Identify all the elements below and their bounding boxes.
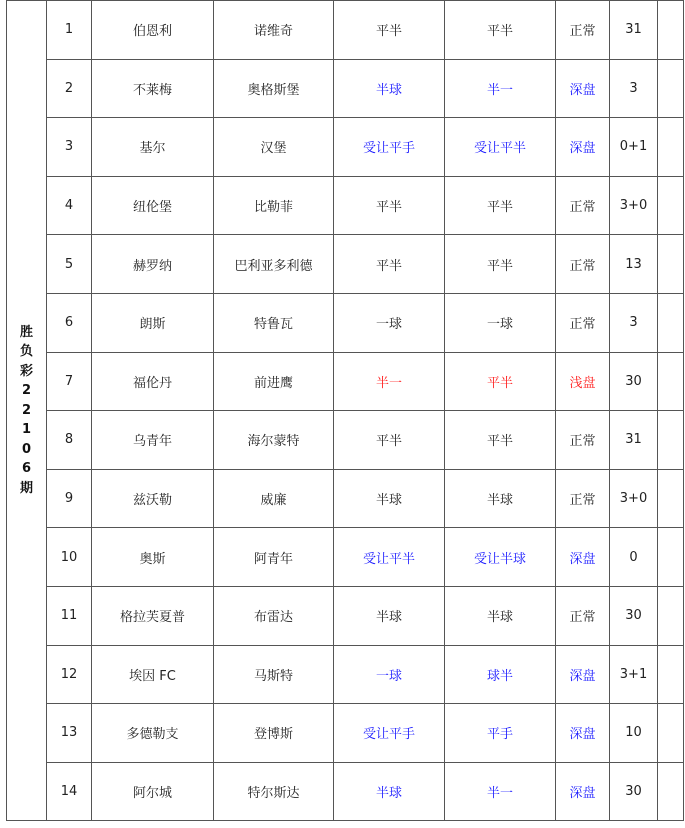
initial-handicap-cell: 受让平半 (334, 528, 445, 587)
prediction-cell: 31 (610, 1, 658, 60)
empty-cell (658, 352, 684, 411)
home-team-cell: 伯恩利 (92, 1, 214, 60)
prediction-cell: 10 (610, 704, 658, 763)
away-team-cell: 布雷达 (214, 586, 334, 645)
match-number-cell: 2 (47, 59, 92, 118)
table-row (7, 762, 684, 821)
lottery-table (6, 0, 684, 821)
home-team-cell: 多德勒支 (92, 704, 214, 763)
current-handicap-cell: 平半 (445, 1, 556, 60)
table-row (7, 704, 684, 763)
initial-handicap-cell: 平半 (334, 176, 445, 235)
match-number-cell: 8 (47, 411, 92, 470)
home-team-cell: 埃因 FC (92, 645, 214, 704)
empty-cell (658, 586, 684, 645)
prediction-cell: 0+1 (610, 118, 658, 177)
match-number-cell: 14 (47, 762, 92, 821)
home-team-cell: 朗斯 (92, 293, 214, 352)
empty-cell (658, 293, 684, 352)
empty-cell (658, 1, 684, 60)
table-row (7, 469, 684, 528)
empty-cell (658, 176, 684, 235)
issue-label-char: 0 (21, 441, 32, 457)
initial-handicap-cell: 受让平手 (334, 118, 445, 177)
table-row (7, 528, 684, 587)
prediction-cell: 30 (610, 586, 658, 645)
match-number-cell: 11 (47, 586, 92, 645)
prediction-cell: 3 (610, 293, 658, 352)
handicap-status-cell: 正常 (556, 469, 610, 528)
handicap-status-cell: 深盘 (556, 528, 610, 587)
empty-cell (658, 235, 684, 294)
away-team-cell: 马斯特 (214, 645, 334, 704)
issue-label-char: 期 (19, 480, 33, 496)
current-handicap-cell: 半一 (445, 59, 556, 118)
match-number-cell: 5 (47, 235, 92, 294)
home-team-cell: 奥斯 (92, 528, 214, 587)
handicap-status-cell: 正常 (556, 411, 610, 470)
issue-label-char: 1 (21, 422, 32, 438)
initial-handicap-cell: 半一 (334, 352, 445, 411)
empty-cell (658, 118, 684, 177)
handicap-status-cell: 深盘 (556, 762, 610, 821)
away-team-cell: 特鲁瓦 (214, 293, 334, 352)
empty-cell (658, 762, 684, 821)
table-row (7, 352, 684, 411)
current-handicap-cell: 球半 (445, 645, 556, 704)
issue-label-char: 彩 (19, 363, 33, 379)
initial-handicap-cell: 平半 (334, 1, 445, 60)
table-body (7, 1, 684, 821)
home-team-cell: 阿尔城 (92, 762, 214, 821)
match-number-cell: 6 (47, 293, 92, 352)
handicap-status-cell: 深盘 (556, 704, 610, 763)
away-team-cell: 威廉 (214, 469, 334, 528)
current-handicap-cell: 平半 (445, 176, 556, 235)
table-row (7, 235, 684, 294)
issue-label (7, 1, 47, 821)
initial-handicap-cell: 半球 (334, 586, 445, 645)
match-number-cell: 4 (47, 176, 92, 235)
handicap-status-cell: 正常 (556, 1, 610, 60)
home-team-cell: 基尔 (92, 118, 214, 177)
current-handicap-cell: 半球 (445, 469, 556, 528)
home-team-cell: 赫罗纳 (92, 235, 214, 294)
empty-cell (658, 59, 684, 118)
match-number-cell: 1 (47, 1, 92, 60)
empty-cell (658, 411, 684, 470)
match-number-cell: 9 (47, 469, 92, 528)
handicap-status-cell: 浅盘 (556, 352, 610, 411)
match-number-cell: 12 (47, 645, 92, 704)
table-row (7, 293, 684, 352)
match-number-cell: 7 (47, 352, 92, 411)
table-row (7, 59, 684, 118)
issue-label-char: 负 (19, 344, 33, 360)
match-number-cell: 10 (47, 528, 92, 587)
current-handicap-cell: 平半 (445, 235, 556, 294)
empty-cell (658, 645, 684, 704)
handicap-status-cell: 深盘 (556, 118, 610, 177)
empty-cell (658, 704, 684, 763)
match-number-cell: 3 (47, 118, 92, 177)
home-team-cell: 乌青年 (92, 411, 214, 470)
empty-cell (658, 469, 684, 528)
initial-handicap-cell: 半球 (334, 469, 445, 528)
table-row (7, 411, 684, 470)
handicap-status-cell: 深盘 (556, 59, 610, 118)
prediction-cell: 3+0 (610, 469, 658, 528)
away-team-cell: 巴利亚多利德 (214, 235, 334, 294)
current-handicap-cell: 一球 (445, 293, 556, 352)
current-handicap-cell: 受让平半 (445, 118, 556, 177)
prediction-cell: 3+1 (610, 645, 658, 704)
home-team-cell: 纽伦堡 (92, 176, 214, 235)
away-team-cell: 前进鹰 (214, 352, 334, 411)
home-team-cell: 格拉芙夏普 (92, 586, 214, 645)
initial-handicap-cell: 一球 (334, 645, 445, 704)
empty-cell (658, 528, 684, 587)
issue-label-char: 6 (21, 461, 32, 477)
handicap-status-cell: 正常 (556, 235, 610, 294)
table-row (7, 586, 684, 645)
issue-label-char: 2 (21, 402, 32, 418)
away-team-cell: 海尔蒙特 (214, 411, 334, 470)
away-team-cell: 登博斯 (214, 704, 334, 763)
initial-handicap-cell: 平半 (334, 411, 445, 470)
initial-handicap-cell: 受让平手 (334, 704, 445, 763)
home-team-cell: 福伦丹 (92, 352, 214, 411)
issue-label-char: 胜 (19, 324, 33, 340)
away-team-cell: 特尔斯达 (214, 762, 334, 821)
table-row (7, 1, 684, 60)
issue-label-char: 2 (21, 383, 32, 399)
handicap-status-cell: 正常 (556, 176, 610, 235)
current-handicap-cell: 平半 (445, 352, 556, 411)
current-handicap-cell: 半球 (445, 586, 556, 645)
initial-handicap-cell: 平半 (334, 235, 445, 294)
home-team-cell: 不莱梅 (92, 59, 214, 118)
prediction-cell: 30 (610, 352, 658, 411)
prediction-cell: 3+0 (610, 176, 658, 235)
away-team-cell: 汉堡 (214, 118, 334, 177)
home-team-cell: 兹沃勒 (92, 469, 214, 528)
current-handicap-cell: 平手 (445, 704, 556, 763)
current-handicap-cell: 受让半球 (445, 528, 556, 587)
match-number-cell: 13 (47, 704, 92, 763)
handicap-status-cell: 正常 (556, 293, 610, 352)
prediction-cell: 13 (610, 235, 658, 294)
initial-handicap-cell: 半球 (334, 762, 445, 821)
away-team-cell: 阿青年 (214, 528, 334, 587)
table-row (7, 645, 684, 704)
table-row (7, 118, 684, 177)
prediction-cell: 3 (610, 59, 658, 118)
away-team-cell: 诺维奇 (214, 1, 334, 60)
away-team-cell: 奥格斯堡 (214, 59, 334, 118)
handicap-status-cell: 深盘 (556, 645, 610, 704)
handicap-status-cell: 正常 (556, 586, 610, 645)
current-handicap-cell: 半一 (445, 762, 556, 821)
current-handicap-cell: 平半 (445, 411, 556, 470)
prediction-cell: 0 (610, 528, 658, 587)
prediction-cell: 30 (610, 762, 658, 821)
table-row (7, 176, 684, 235)
away-team-cell: 比勒菲 (214, 176, 334, 235)
initial-handicap-cell: 半球 (334, 59, 445, 118)
initial-handicap-cell: 一球 (334, 293, 445, 352)
prediction-cell: 31 (610, 411, 658, 470)
